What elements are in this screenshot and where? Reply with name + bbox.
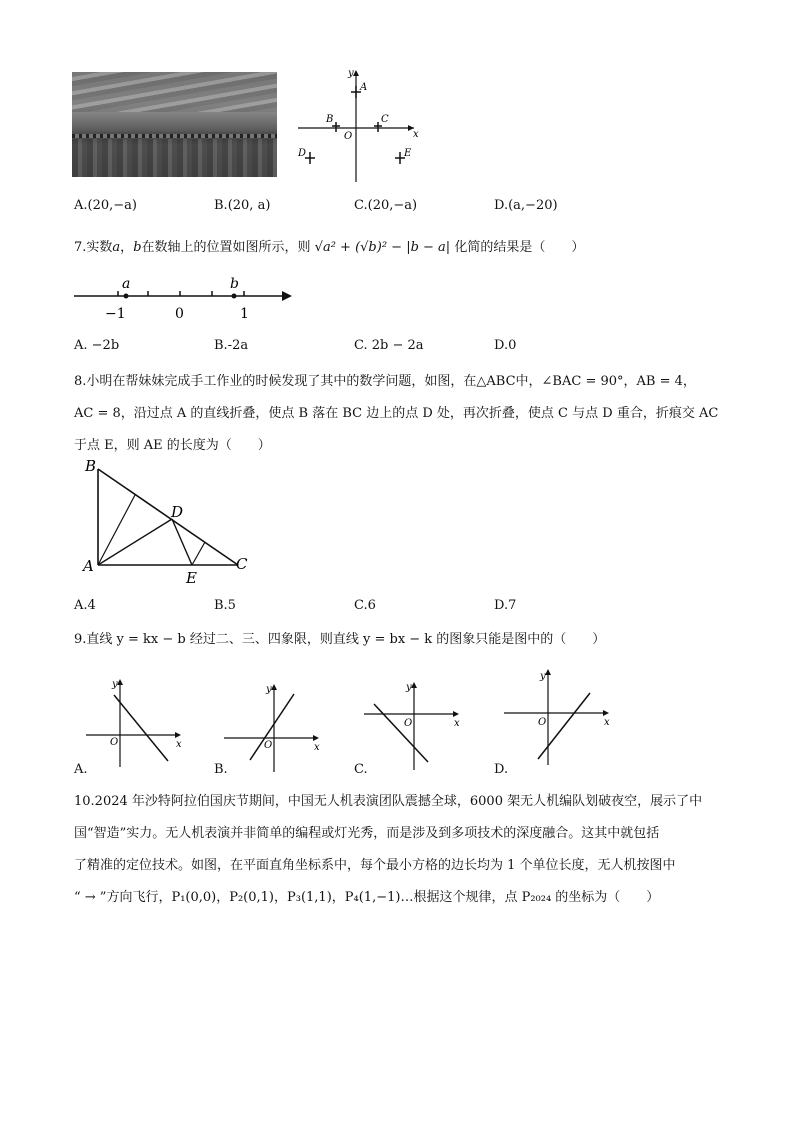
q9-option-a[interactable]: A. (74, 762, 88, 777)
q10-line-2: 国“智造”实力。无人机表演并非简单的编程或灯光秀，而是涉及到多项技术的深度融合。这其中就包括 (74, 826, 660, 841)
x-label: x (413, 129, 419, 140)
vertex-B-label: B (85, 457, 97, 475)
q8-option-c[interactable]: C.6 (354, 598, 376, 613)
q9-graph-b[interactable] (222, 680, 327, 775)
q7-number-line (72, 272, 297, 324)
q10-line-4: “ → ”方向飞行，P₁(0,0)，P₂(0,1)，P₃(1,1)，P₄(1,−1)…根据这个规律，点 P₂₀₂₄ 的坐标为（ ） (74, 890, 660, 905)
q9-option-b[interactable]: B. (214, 762, 228, 777)
svg-text:O: O (404, 718, 413, 729)
q9-option-c[interactable]: C. (354, 762, 368, 777)
point-E-label: E (404, 148, 412, 159)
vertex-A-label: A (83, 557, 94, 575)
option-letter: D. (494, 198, 509, 213)
svg-text:O: O (538, 717, 547, 728)
graph-line (374, 704, 428, 762)
point-b (232, 294, 237, 299)
option-letter: A. (74, 198, 88, 213)
q6-option-a[interactable] (74, 198, 137, 213)
option-value: (20, a) (227, 198, 271, 213)
q8-triangle-figure (80, 455, 255, 590)
point-C-label: C (381, 114, 389, 125)
q10-line-3: 了精准的定位技术。如图，在平面直角坐标系中，每个最小方格的边长均为 1 个单位长度，无人机按图中 (74, 858, 676, 873)
q6-coordinate-figure (290, 62, 430, 187)
q8-line-3: 于点 E，则 AE 的长度为（ ） (74, 438, 271, 453)
q6-option-d[interactable] (494, 198, 558, 213)
point-a-label: a (122, 276, 131, 292)
q9-graph-a[interactable] (84, 675, 189, 770)
svg-text:y: y (112, 679, 118, 690)
point-D-label: D (298, 148, 307, 159)
svg-text:y: y (540, 671, 546, 682)
point-a (124, 294, 129, 299)
option-letter: B. (214, 198, 228, 213)
q8-line-2: AC = 8，沿过点 A 的直线折叠，使点 B 落在 BC 边上的点 D 处，再次折叠，使点 C 与点 D 重合，折痕交 AC (74, 406, 719, 421)
svg-text:x: x (176, 739, 182, 750)
tick-label-0: 0 (175, 306, 184, 322)
q8-option-a[interactable]: A.4 (74, 598, 96, 613)
photo-sky (72, 72, 277, 112)
q10-line-1: 10.2024 年沙特阿拉伯国庆节期间，中国无人机表演团队震撼全球，6000 架无人机编队划破夜空，展示了中 (74, 794, 703, 809)
svg-text:x: x (604, 717, 610, 728)
plane-D-icon (305, 152, 315, 164)
q7-expression: √a² + (√b)² − |b − a| (314, 240, 451, 255)
point-B-label: B (326, 114, 334, 125)
q8-stem (74, 366, 734, 462)
point-b-label: b (230, 276, 239, 292)
svg-text:O: O (264, 740, 273, 751)
svg-text:O: O (110, 737, 119, 748)
side-BC (98, 469, 238, 565)
point-A-label: A (360, 82, 368, 93)
q9-graph-c[interactable] (362, 678, 467, 773)
q8-line-1: 8.小明在帮妹妹完成手工作业的时候发现了其中的数学问题，如图，在△ABC中，∠BAC = 90°，AB = 4， (74, 374, 696, 389)
q9-stem: 9.直线 y = kx − b 经过二、三、四象限，则直线 y = bx − k 的图象只能是图中的（ ） (74, 632, 606, 647)
segment-AD (98, 519, 172, 565)
option-value: (a,−20) (508, 198, 558, 213)
svg-text:x: x (454, 718, 460, 729)
y-arrow (353, 70, 359, 76)
tick-label-1: 1 (240, 306, 249, 322)
vertex-C-label: C (236, 555, 248, 573)
airport-photo (72, 72, 277, 177)
q10-stem (74, 786, 734, 914)
y-label: y (348, 68, 354, 79)
photo-horizon (72, 134, 277, 138)
fold-line-2 (192, 542, 205, 565)
vertex-D-label: D (171, 503, 184, 521)
svg-text:x: x (314, 742, 320, 753)
q9-graph-d[interactable] (502, 665, 617, 770)
q8-option-d[interactable]: D.7 (494, 598, 517, 613)
q7-stem: 7.实数a，b在数轴上的位置如图所示，则 √a² + (√b)² − |b − a| 化简的结果是（ ） (74, 240, 585, 255)
fold-line-1 (98, 495, 135, 565)
origin-label: O (344, 131, 353, 142)
option-value: (20,−a) (367, 198, 418, 213)
q9-option-d[interactable]: D. (494, 762, 509, 777)
option-value: (20,−a) (87, 198, 137, 213)
photo-ground (72, 139, 277, 177)
q6-option-b[interactable] (214, 198, 270, 213)
q8-option-b[interactable]: B.5 (214, 598, 236, 613)
q7-option-b[interactable]: B.-2a (214, 338, 249, 353)
option-letter: C. (354, 198, 368, 213)
svg-text:y: y (406, 682, 412, 693)
q7-option-c[interactable]: C. 2b − 2a (354, 338, 424, 353)
vertex-E-label: E (186, 569, 197, 587)
svg-text:y: y (266, 684, 272, 695)
number-line-arrow (282, 291, 292, 301)
q7-option-a[interactable]: A. −2b (74, 338, 120, 353)
q6-option-c[interactable] (354, 198, 417, 213)
tick-label-minus-1: −1 (105, 306, 126, 322)
q7-option-d[interactable]: D.0 (494, 338, 517, 353)
graph-line (114, 695, 168, 761)
